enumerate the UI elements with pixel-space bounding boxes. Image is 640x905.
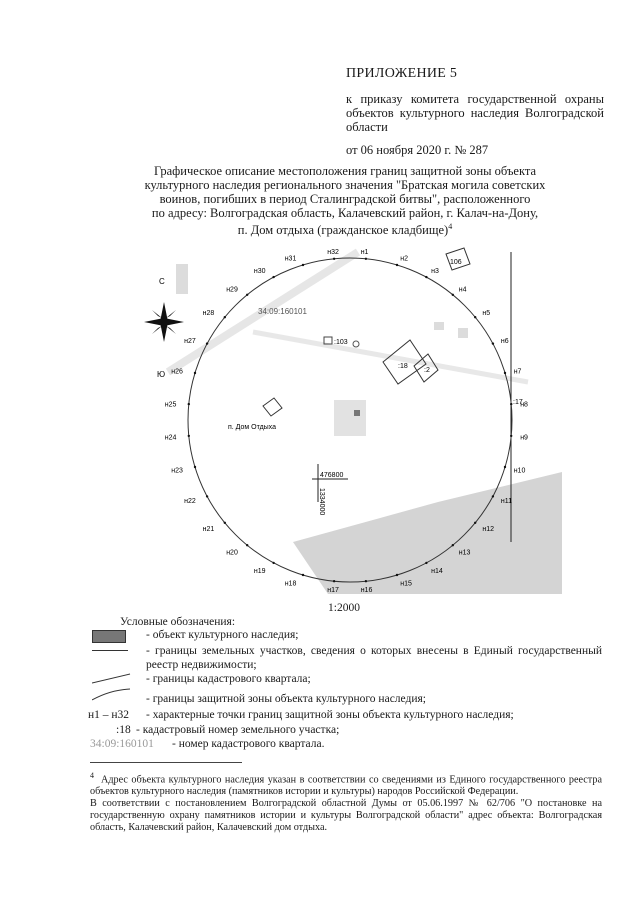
boundary-point	[510, 403, 512, 405]
boundary-point	[333, 580, 335, 582]
building-block	[176, 264, 188, 294]
document-title	[90, 164, 600, 237]
legend-symbol-parcels	[92, 650, 128, 651]
boundary-point	[246, 544, 248, 546]
map-scale: 1:2000	[328, 602, 360, 614]
boundary-point-label: н29	[226, 286, 238, 294]
boundary-point-label: н24	[164, 434, 177, 442]
appendix-title: ПРИЛОЖЕНИЕ 5	[346, 66, 458, 81]
boundary-point-label: н9	[520, 434, 528, 442]
boundary-point	[302, 574, 304, 576]
boundary-point	[365, 258, 367, 260]
boundary-point	[206, 495, 208, 497]
legend-symbol-quarter-number: 34:09:160101	[90, 738, 154, 750]
boundary-point	[396, 574, 398, 576]
place-label: п. Дом Отдыха	[228, 424, 276, 431]
legend-text-parcels: - границы земельных участков, сведения о которых внесены в Единый государственный реестр недвижимости;	[146, 645, 602, 671]
boundary-point-label: н32	[327, 248, 339, 256]
boundary-point	[474, 316, 476, 318]
coord-y-label: 1334000	[318, 488, 325, 516]
coord-x-label: 476800	[320, 472, 344, 479]
boundary-point-label: н14	[431, 567, 443, 575]
boundary-point	[492, 342, 494, 344]
monument-marker	[353, 341, 359, 347]
boundary-point-label: н21	[202, 525, 215, 533]
boundary-point-label: н8	[520, 401, 528, 409]
parcel-103-label: :103	[334, 339, 348, 346]
boundary-point-label: н4	[458, 286, 467, 294]
quarter-number-label: 34:09:160101	[258, 307, 307, 316]
shaded-area	[293, 472, 562, 594]
title-line: п. Дом отдыха (гражданское кладбище)$^4$	[237, 222, 453, 238]
legend-symbol-heritage	[92, 630, 126, 643]
legend-heading: Условные обозначения:	[120, 616, 236, 628]
legend-symbol-parcel-number: :18	[116, 724, 131, 736]
boundary-point-label: н28	[202, 310, 215, 318]
boundary-point	[272, 276, 274, 278]
title-line: по адресу: Волгоградская область, Калачевский район, г. Калач-на-Дону,	[151, 206, 539, 220]
boundary-point-label: н30	[253, 268, 266, 276]
road	[253, 332, 528, 382]
boundary-point	[302, 264, 304, 266]
boundary-point	[188, 403, 190, 405]
title-line: Графическое описание местоположения границ защитной зоны объекта	[153, 164, 537, 178]
footnote-number: 4	[90, 771, 94, 780]
boundary-point	[425, 562, 427, 564]
legend-symbol-zone	[92, 688, 132, 702]
boundary-point-label: н12	[482, 525, 495, 533]
title-line: воинов, погибших в период Сталинградской битвы", расположенного	[159, 192, 531, 206]
building-block	[458, 328, 468, 338]
footnote-divider	[90, 762, 242, 763]
boundary-point-label: н1	[360, 248, 369, 256]
boundary-point-label: н26	[171, 368, 183, 376]
boundary-point	[224, 522, 226, 524]
legend-symbol-quarter	[92, 672, 132, 684]
legend-text-points: - характерные точки границ защитной зоны объекта культурного наследия;	[146, 709, 514, 721]
parcel-18-label: :18	[398, 363, 408, 370]
boundary-point-label: н15	[400, 580, 412, 588]
boundary-point-label: н22	[184, 498, 196, 506]
footnote	[90, 770, 602, 834]
boundary-point-label: н7	[513, 368, 522, 376]
parcel-17-label: :17	[513, 399, 523, 406]
legend-text-zone: - границы защитной зоны объекта культурного наследия;	[146, 693, 426, 705]
boundary-point	[474, 522, 476, 524]
compass-rose-icon	[144, 302, 184, 342]
boundary-point	[246, 294, 248, 296]
boundary-point	[504, 466, 506, 468]
boundary-point	[396, 264, 398, 266]
title-line: культурного наследия регионального значения "Братская могила советских	[144, 178, 546, 192]
boundary-point-label: н31	[284, 255, 297, 263]
boundary-point-label: н2	[400, 255, 409, 263]
footnote-ref: 4	[448, 222, 453, 231]
heritage-object	[354, 410, 360, 416]
parcel-2-label: :2	[424, 367, 430, 374]
boundary-point-label: н11	[500, 498, 513, 506]
boundary-point-label: н19	[253, 567, 266, 575]
cadastral-map	[108, 242, 562, 594]
compass-south: Ю	[157, 370, 166, 379]
building-block	[434, 322, 444, 330]
boundary-point	[333, 258, 335, 260]
legend-text-quarter-number: - номер кадастрового квартала.	[172, 738, 325, 750]
footnote-paragraph: $^4$ Адрес объекта культурного наследия указан в соответствии со сведениями из Единого государственного реестра объектов культурного наследия (памятников истории и культуры) народов Российской Федерации.	[90, 771, 602, 798]
boundary-point	[224, 316, 226, 318]
boundary-point-label: н27	[184, 337, 196, 345]
boundary-point-label: н13	[458, 549, 471, 557]
boundary-point	[510, 435, 512, 437]
boundary-point	[492, 495, 494, 497]
boundary-point	[194, 466, 196, 468]
legend-text-parcel-number: - кадастровый номер земельного участка;	[136, 724, 340, 736]
boundary-point	[452, 544, 454, 546]
boundary-point-label: н5	[482, 310, 491, 318]
legend-text-heritage: - объект культурного наследия;	[146, 629, 299, 641]
boundary-point-label: н6	[500, 337, 509, 345]
footnote-paragraph: В соответствии с постановлением Волгоградской областной Думы от 05.06.1997 № 62/706 "О постановке на государственную охрану памятников истории и культуры Волгоградской области" адрес объекта: Волгоградская область, Калачевский район, Калачевский дом отдыха.	[90, 798, 602, 834]
boundary-point-label: н20	[226, 549, 238, 557]
boundary-point-label: н16	[360, 587, 373, 594]
house	[263, 398, 282, 416]
order-reference: к приказу комитета государственной охраны объектов культурного наследия Волгоградской области	[346, 92, 604, 134]
boundary-point	[194, 372, 196, 374]
boundary-point-label: н18	[284, 580, 297, 588]
building-block	[334, 400, 366, 436]
legend-text-quarter: - границы кадастрового квартала;	[146, 673, 311, 685]
boundary-point	[504, 372, 506, 374]
parcel-106-label: 106	[450, 259, 462, 266]
boundary-point	[206, 342, 208, 344]
boundary-point	[272, 562, 274, 564]
boundary-point	[365, 580, 367, 582]
boundary-point-label: н25	[164, 401, 177, 409]
order-date: от 06 ноября 2020 г. № 287	[346, 143, 489, 157]
boundary-point-label: н23	[171, 467, 183, 475]
boundary-point	[452, 294, 454, 296]
legend-symbol-points: н1 – н32	[88, 709, 130, 721]
boundary-point	[188, 435, 190, 437]
boundary-point-label: н3	[431, 268, 439, 276]
boundary-point	[425, 276, 427, 278]
boundary-point-label: н10	[513, 467, 526, 475]
boundary-point-label: н17	[327, 587, 339, 594]
compass-north: С	[159, 277, 165, 286]
